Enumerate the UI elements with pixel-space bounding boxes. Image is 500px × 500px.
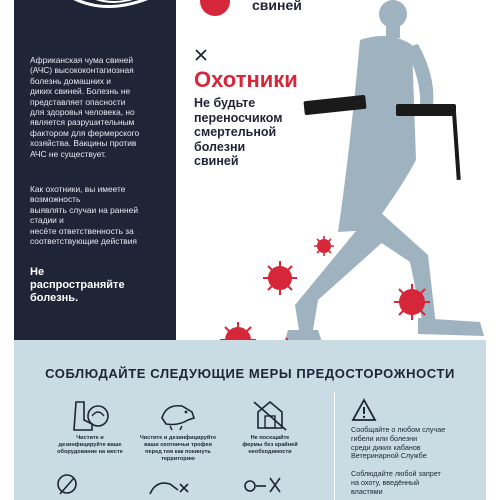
decorative-swoosh-icon bbox=[64, 0, 154, 14]
boar-carcass-icon bbox=[146, 472, 192, 500]
text-line: фактором для фермерского bbox=[30, 127, 140, 138]
text-line: ваши охотничьи трофеи bbox=[144, 442, 212, 448]
boar-trophy-icon bbox=[158, 398, 198, 432]
precautions-title: СОБЛЮДАЙТЕ СЛЕДУЮЩИЕ МЕРЫ ПРЕДОСТОРОЖНОСТИ bbox=[45, 366, 455, 381]
tools-icon bbox=[240, 472, 286, 500]
call-to-action bbox=[30, 266, 180, 305]
virus-icon bbox=[314, 236, 334, 256]
text-line: диких свиней. Болезнь не bbox=[30, 86, 131, 97]
page-title: Охотники bbox=[194, 67, 298, 92]
hunter-neck bbox=[386, 22, 400, 38]
text-line: Как охотники, вы имеете bbox=[30, 184, 126, 194]
text-line: Не bbox=[30, 266, 45, 278]
text-line: властями bbox=[351, 486, 383, 496]
page-subtitle bbox=[194, 96, 344, 169]
text-line: хозяйства. Вакцины против bbox=[30, 138, 137, 149]
precaution-avoid-farms bbox=[224, 398, 316, 456]
text-line: соответствующие действия bbox=[30, 236, 137, 247]
text-line: АЧС не существует. bbox=[30, 148, 107, 159]
text-line: (АЧС) высококонтагиозная bbox=[30, 65, 134, 76]
text-line: на охоту, введённый bbox=[351, 477, 420, 487]
text-line: смертельной bbox=[194, 125, 277, 139]
text-line: Не посещайте bbox=[250, 435, 290, 441]
text-line: необходимости bbox=[248, 449, 292, 455]
text-line: представляет опасности bbox=[30, 96, 126, 107]
text-line: Африканская чума свиней bbox=[30, 55, 134, 65]
report-text bbox=[351, 426, 477, 461]
text-line: возможность bbox=[30, 194, 81, 205]
text-line: болезнь домашних и bbox=[30, 75, 111, 86]
text-line: болезни bbox=[194, 139, 246, 154]
text-line: несёте ответственность за bbox=[30, 225, 134, 236]
text-line: оборудование на месте bbox=[57, 449, 123, 455]
virus-icon bbox=[394, 284, 430, 320]
text-line: перед тем как покинуть bbox=[145, 449, 211, 455]
text-line: Не будьте bbox=[194, 96, 256, 110]
farm-no-entry-icon bbox=[250, 398, 290, 432]
text-line: переносчиком bbox=[194, 110, 283, 125]
warning-triangle-icon bbox=[351, 398, 377, 422]
virus-particles bbox=[200, 220, 440, 360]
hunters-responsibility bbox=[30, 184, 180, 246]
text-line: распространяйте bbox=[30, 279, 125, 291]
text-line: среди диких кабанов bbox=[351, 442, 421, 452]
text-line: стадии и bbox=[30, 215, 64, 226]
virus-icon bbox=[263, 261, 297, 295]
rifle-body bbox=[396, 104, 456, 116]
text-line: Сообщайте о любом случае bbox=[351, 425, 446, 434]
text-line: болезнь. bbox=[30, 292, 79, 304]
text-line: Соблюдайте любой запрет bbox=[351, 469, 441, 478]
text-line: свиней bbox=[194, 154, 239, 168]
boots-gloves-icon bbox=[70, 398, 110, 432]
asf-description bbox=[30, 55, 180, 159]
text-line: Чистите и bbox=[76, 435, 104, 441]
rifle-barrel bbox=[452, 112, 461, 180]
close-x-icon bbox=[194, 48, 208, 62]
pin-icon bbox=[52, 472, 82, 500]
text-line: Чистите и дезинфицируйте bbox=[139, 435, 217, 441]
text-line: выявлять случаи на ранней bbox=[30, 204, 139, 215]
hunting-ban-text bbox=[351, 470, 477, 496]
text-line: дезинфицируйте ваше bbox=[58, 442, 122, 448]
text-line: фермы без крайней bbox=[242, 442, 298, 448]
text-line: для здоровья человека, но bbox=[30, 107, 135, 118]
text-line: территорию bbox=[161, 456, 195, 462]
precaution-clean-trophies bbox=[132, 398, 224, 463]
report-alert bbox=[334, 392, 484, 500]
text-line: является разрушительным bbox=[30, 117, 135, 128]
text-line: гибели или болезни bbox=[351, 433, 418, 443]
hunter-torso bbox=[338, 36, 416, 232]
precautions-section bbox=[14, 340, 486, 500]
text-line: Ветеринарной Службе bbox=[351, 451, 427, 461]
info-panel bbox=[14, 0, 176, 340]
top-title-fragment: свиней bbox=[252, 0, 302, 13]
precaution-clean-equipment bbox=[44, 398, 136, 456]
